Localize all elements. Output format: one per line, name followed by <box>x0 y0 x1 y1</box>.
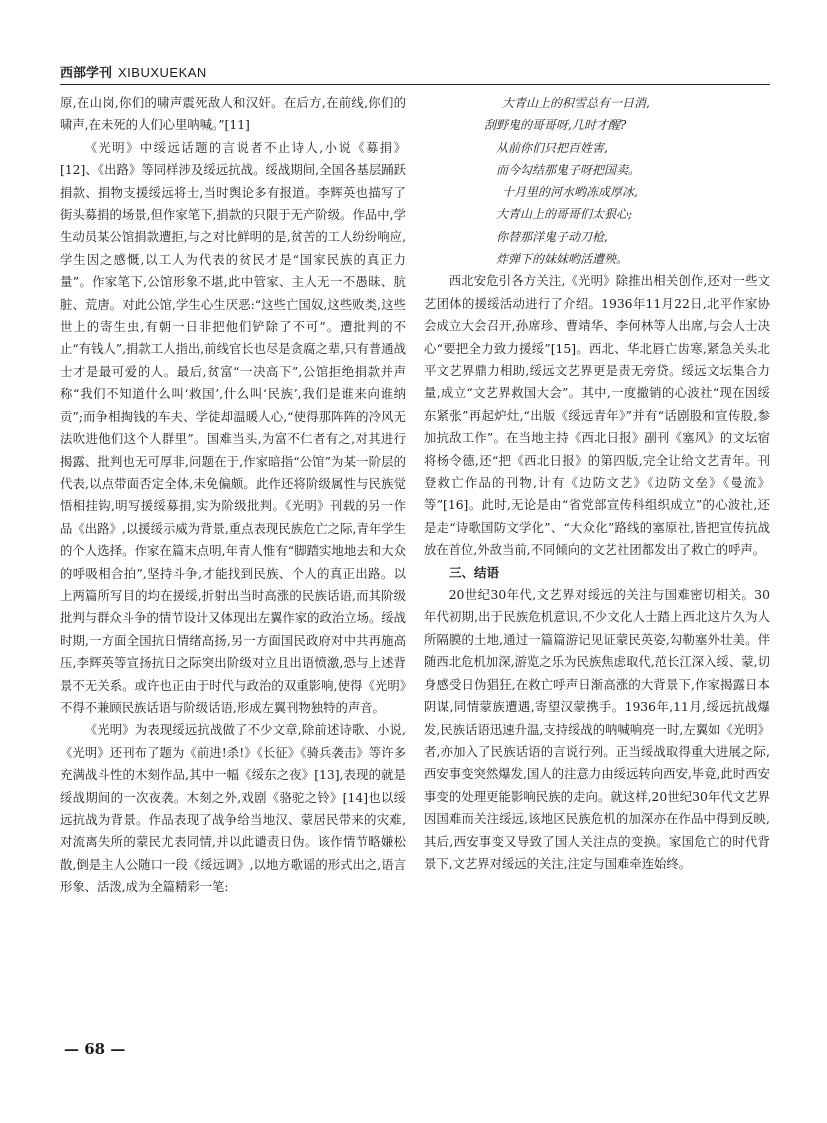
poem-line: 十月里的河水哟冻成厚冰, <box>502 185 638 200</box>
paragraph: 20世纪30年代,文艺界对绥远的关注与国难密切相关。30年代初期,出于民族危机意识,不少文化人士踏上西北这片久为人所隔膜的土地,通过一篇篇游记见证蒙民英姿,勾勒塞外壮美。伴随西北危机加深,游览之乐为民族焦虑取代,范长江深入绥、蒙,切身感受日伪猖狂,在救亡呼声日渐高涨的大背景下,作家揭露日本阴谋,同情蒙族遭遇,寄望汉蒙携手。1936年,11月,绥远抗战爆发,民族话语迅速升温,支持绥战的呐喊响亮一时,左翼如《光明》者,亦加入了民族话语的言说行列。正当绥战取得重大进展之际,西安事变突然爆发,国人的注意力由绥远转向西安,毕竟,此时西安事变的处理更能影响民族的走向。就这样,20世纪30年代文艺界因国难而关注绥远,该地区民族危机的加深亦在作品中得到反映,其后,西安事变又导致了国人关注点的变换。家国危亡的时代背景下,文艺界对绥远的关注,注定与国难牵连始终。 <box>424 588 770 871</box>
poem-line: 炸弹下的妹妹哟活遭殃。 <box>496 252 629 267</box>
right-column <box>424 92 770 875</box>
page-number: — 68 — <box>64 1040 126 1058</box>
poem-block <box>424 92 770 270</box>
poem-line: 大青山上的积雪总有一日消, <box>502 96 650 110</box>
poem-line: 刮野鬼的哥哥呀,几时才醒? <box>484 118 627 133</box>
poem-line: 而今勾结那鬼子呀把国卖。 <box>496 162 641 177</box>
journal-title-cn: 西部学刊 <box>60 66 113 81</box>
paragraph: 《光明》为表现绥远抗战做了不少文章,除前述诗歌、小说,《光明》还刊布了题为《前进!杀!》《长征》《骑兵袭击》等许多充满战斗性的木刻作品,其中一幅《绥东之夜》[13],表现的就是绥战期间的一次夜袭。木刻之外,戏剧《骆驼之铃》[14]也以绥远抗战为背景。作品表现了战争给当地汉、蒙居民带来的灾难,对流离失所的蒙民尤表同情,并以此谴责日伪。该作情节略嫌松散,倒是主人公随口一段《绥远调》,以地方歌谣的形式出之,语言形象、活泼,成为全篇精彩一笔: <box>60 723 406 895</box>
paragraph: 《光明》中绥远话题的言说者不止诗人,小说《募捐》[12]、《出路》等同样涉及绥远抗战。绥战期间,全国各基层踊跃捐款、捐物支援绥远将士,当时舆论多有报道。李辉英也描写了街头募捐的场景,但作家笔下,捐款的只限于无产阶级。作品中,学生动员某公馆捐款遭拒,与之对比鲜明的是,贫苦的工人纷纷响应,学生因之感慨,以工人为代表的贫民才是“国家民族的真正力量”。作家笔下,公馆形象不堪,此中管家、主人无一不愚昧、肮脏、荒唐。对此公馆,学生心生厌恶:“这些亡国奴,这些败类,这些世上的寄生虫,有朝一日非把他们铲除了不可”。遭批判的不止“有钱人”,捐款工人指出,前线官长也尽是贪腐之辈,只有普通战士才是最可爱的人。最后,贫富“一决高下”,公馆拒绝捐款并声称“我们不知道什么叫‘救国’,什么叫‘民族’,我们是谁来向谁纳贡”;而争相掏钱的车夫、学徒却温暖人心,“使得那阵阵的冷风无法吹进他们这个人群里”。国难当头,为富不仁者有之,对其进行揭露、批判也无可厚非,问题在于,作家暗指“公馆”为某一阶层的代表,以点带面否定全体,未免偏颇。此作还将阶级属性与民族觉悟相挂钩,明写援绥募捐,实为阶级批判。《光明》刊载的另一作品《出路》,以援绥示威为背景,重点表现民族危亡之际,青年学生的个人选择。作家在篇末点明,年青人惟有“脚踏实地地去和大众的呼吸相合拍”,坚持斗争,才能找到民族、个人的真正出路。以上两篇所写目的均在援绥,折射出当时高涨的民族话语,而其阶级批判与群众斗争的情节设计又体现出左翼作家的政治立场。绥战时期,一方面全国抗日情绪高扬,另一方面国民政府对中共再施高压,李辉英等宣扬抗日之际突出阶级对立且出语愤激,恐与上述背景不无关系。或许也正由于时代与政治的双重影响,使得《光明》不得不兼顾民族话语与阶级话语,形成左翼刊物独特的声音。 <box>60 140 406 715</box>
journal-title-en: XIBUXUEKAN <box>118 65 207 80</box>
section-heading: 三、结语 <box>449 564 500 580</box>
poem-line: 大青山上的哥哥们太狠心; <box>496 207 633 222</box>
poem-line: 从前你们只把百姓害, <box>496 140 608 155</box>
paragraph: 原,在山岗,你们的啸声震死敌人和汉奸。在后方,在前线,你们的啸声,在未死的人们心里呐喊。”[11] <box>60 96 406 133</box>
running-header <box>60 62 770 85</box>
left-column <box>60 92 406 899</box>
poem-line: 你替那洋鬼子动刀枪, <box>496 229 608 244</box>
paragraph: 西北安危引各方关注,《光明》除推出相关创作,还对一些文艺团体的援绥活动进行了介绍。1936年11月22日,北平作家协会成立大会召开,孙席珍、曹靖华、李何林等人出席,与会人士决心“要把全力致力援绥”[15]。西北、华北唇亡齿寒,紧急关头北平文艺界鼎力相助,绥远文艺界更是责无旁贷。绥远文坛集合力量,成立“文艺界救国大会”。其中,一度撤销的心波社“现在因绥东紧张”再起炉灶,“出版《绥远青年》”并有“话剧股和宣传股,参加抗敌工作”。在当地主持《西北日报》副刊《塞风》的文坛宿将杨令德,还“把《西北日报》的第四版,完全让给文艺青年。刊登救亡作品的刊物,计有《边防文艺》《边防文垒》《曼流》等”[16]。此时,无论是由“省党部宣传科组织成立”的心波社,还是走“诗歌国防文学化”、“大众化”路线的塞原社,皆把宣传抗战放在首位,外敌当前,不同倾向的文艺社团都发出了救亡的呼声。 <box>424 274 770 558</box>
